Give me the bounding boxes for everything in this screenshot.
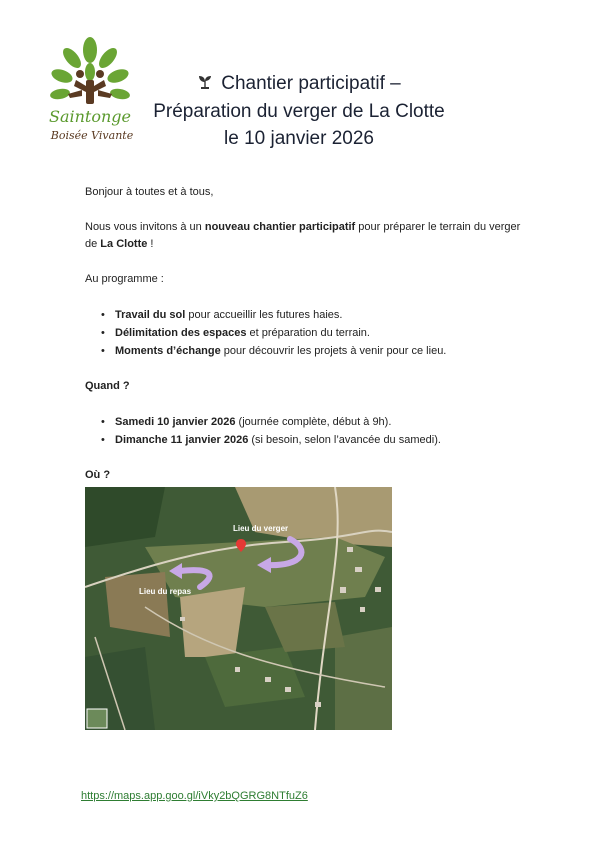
map-label-verger: Lieu du verger — [233, 524, 289, 533]
map-link[interactable]: https://maps.app.goo.gl/iVky2bQGRG8NTfuZ6 — [81, 790, 308, 802]
ou-heading: Où ? — [85, 469, 111, 481]
letter-body — [85, 184, 525, 484]
list-item: • Dimanche 11 janvier 2026 (si besoin, selon l’avancée du samedi). — [101, 434, 441, 446]
quand-list — [85, 413, 525, 449]
page-title — [130, 70, 468, 152]
intro-paragraph: Nous vous invitons à un nouveau chantier participatif pour préparer le terrain du verger de La Clotte ! — [85, 221, 521, 250]
logo — [48, 36, 136, 152]
title-line-1: Chantier participatif – — [221, 73, 401, 94]
satellite-map — [85, 487, 392, 730]
list-item: • Moments d’échange pour découvrir les projets à venir pour ce lieu. — [101, 345, 447, 357]
quand-heading: Quand ? — [85, 380, 130, 392]
logo-text-2: Boisée Vivante — [50, 129, 134, 142]
list-item: • Samedi 10 janvier 2026 (journée complète, début à 9h). — [101, 416, 392, 428]
greeting: Bonjour à toutes et à tous, — [85, 186, 214, 198]
list-item: • Travail du sol pour accueillir les futures haies. — [101, 309, 343, 321]
title-line-3: le 10 janvier 2026 — [224, 128, 374, 149]
title-line-2: Préparation du verger de La Clotte — [153, 101, 445, 122]
logo-text-1: Saintonge — [49, 107, 131, 126]
list-item: • Délimitation des espaces et préparation du terrain. — [101, 327, 370, 339]
map-label-repas: Lieu du repas — [139, 587, 192, 596]
programme-list — [85, 306, 525, 360]
programme-label: Au programme : — [85, 273, 164, 285]
sprout-icon — [197, 76, 213, 93]
